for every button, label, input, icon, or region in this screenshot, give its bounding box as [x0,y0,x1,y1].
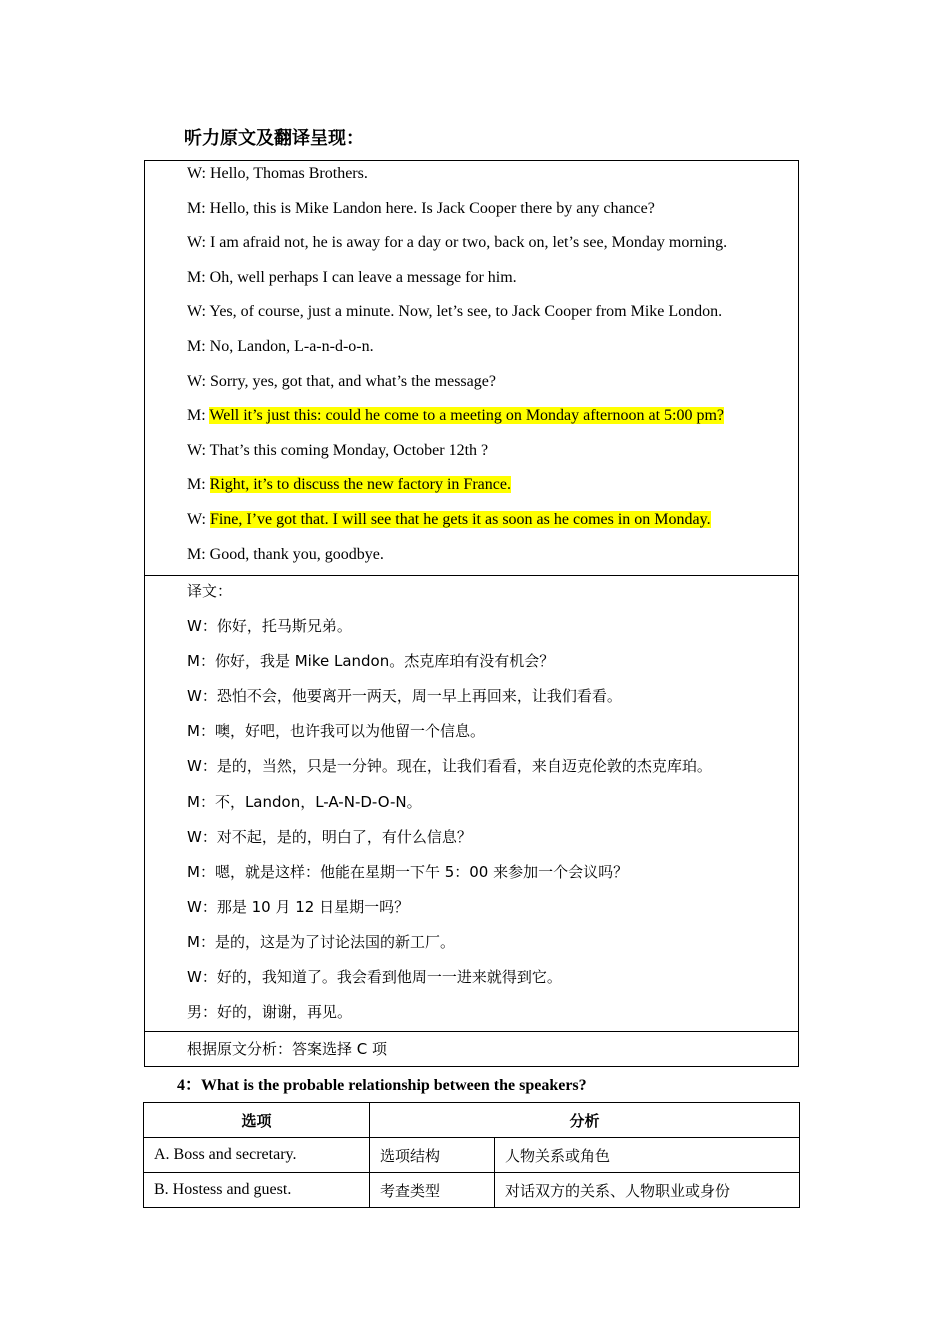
speaker-label: W: [187,165,210,182]
speaker-label: M: [187,338,210,355]
translation-line: W：好的，我知道了。我会看到他周一一进来就得到它。 [187,968,562,986]
speaker-label: M: [187,545,210,563]
answer-text: 根据原文分析：答案选择 C 项 [187,1040,388,1058]
line-text: Sorry, yes, got that, and what’s the message? [209,372,496,390]
speaker-label: M: [187,476,210,494]
table-row [144,1173,800,1208]
question-4: 4：What is the probable relationship between the speakers? [177,1077,587,1094]
transcript-line [187,407,724,425]
speaker-label: M: [187,199,210,217]
translation-line: W：对不起，是的，明白了，有什么信息？ [187,827,472,846]
transcript-line [187,546,384,564]
speaker-label: M: [187,407,210,425]
speaker-label: M: [187,268,210,286]
translation-line: W：那是 10 月 12 日星期一吗？ [187,897,410,916]
aspect-cell: 考查类型 [370,1173,495,1208]
line-text: That’s this coming Monday, October 12th ? [209,441,489,459]
transcript-line [187,165,368,183]
option-cell: B. Hostess and guest. [144,1173,370,1208]
translation-line: M：是的，这是为了讨论法国的新工厂。 [187,932,455,951]
line-text: Good, thank you, goodbye. [209,545,384,563]
speaker-label: W: [187,511,210,528]
transcript-line [187,200,655,218]
line-text: I am afraid not, he is away for a day or two, back on, let’s see, Monday morning. [209,234,728,252]
translation-box [144,575,799,1032]
detail-cell: 对话双方的关系、人物职业或身份 [495,1173,800,1208]
highlighted-text: Right, it’s to discuss the new factory in France. [209,476,511,494]
translation-line: M：噢，好吧，也许我可以为他留一个信息。 [187,722,485,741]
table-header-row [144,1103,800,1138]
highlighted-text: Well it’s just this: could he come to a meeting on Monday afternoon at 5:00 pm? [209,407,724,425]
line-text: Oh, well perhaps I can leave a message for him. [209,268,517,286]
table-row [144,1138,800,1173]
translation-label: 译文： [187,582,233,600]
line-text: Yes, of course, just a minute. Now, let’s see, to Jack Cooper from Mike London. [209,303,723,321]
speaker-label: W: [187,303,210,321]
transcript-line [187,338,374,356]
speaker-label: W: [187,372,210,390]
detail-cell: 人物关系或角色 [495,1138,800,1173]
transcript-line [187,269,517,287]
transcript-line [187,511,711,529]
highlighted-text: Fine, I’ve got that. I will see that he gets it as soon as he comes in on Monday. [209,511,711,528]
speaker-label: W: [187,234,210,252]
options-table [143,1102,800,1208]
translation-line: W：恐怕不会，他要离开一两天，周一早上再回来，让我们看看。 [187,687,622,706]
transcript-line [187,373,496,391]
transcript-line [187,476,511,494]
header-option: 选项 [144,1103,370,1138]
answer-box [144,1031,799,1067]
translation-line: W：你好，托马斯兄弟。 [187,617,352,635]
speaker-label: W: [187,441,210,459]
translation-line: 男：好的，谢谢，再见。 [187,1003,353,1022]
translation-line: M：不，Landon，L-A-N-D-O-N。 [187,792,422,811]
option-cell: A. Boss and secretary. [144,1138,370,1173]
translation-line: M：嗯，就是这样：他能在星期一下午 5：00 来参加一个会议吗？ [187,862,629,881]
line-text: Hello, this is Mike Landon here. Is Jack Cooper there by any chance? [209,199,655,217]
transcript-box [144,160,799,576]
translation-line: M：你好，我是 Mike Landon。杰克库珀有没有机会？ [187,652,555,671]
transcript-line [187,303,722,321]
translation-line: W：是的，当然，只是一分钟。现在，让我们看看，来自迈克伦敦的杰克库珀。 [187,757,712,776]
transcript-line [187,234,727,252]
line-text: Hello, Thomas Brothers. [209,165,368,182]
aspect-cell: 选项结构 [370,1138,495,1173]
section-heading: 听力原文及翻译呈现： [184,128,364,149]
transcript-line [187,442,488,460]
line-text: No, Landon, L-a-n-d-o-n. [209,338,374,355]
header-analysis: 分析 [370,1103,800,1138]
